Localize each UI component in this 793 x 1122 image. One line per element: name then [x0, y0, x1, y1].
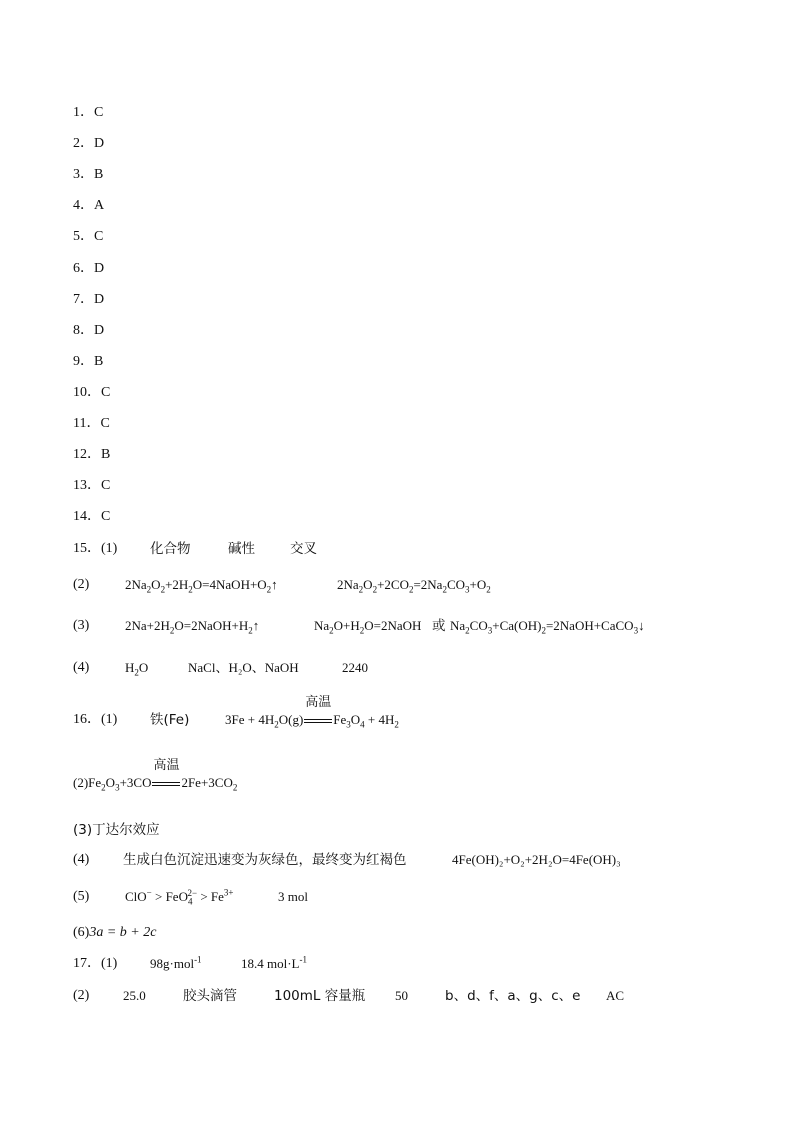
q17-p2-answer-5: b、d、f、a、g、c、e — [445, 988, 581, 1004]
q15-p1-answer-1: 化合物 — [150, 541, 191, 557]
question-number: 4． — [73, 198, 94, 213]
answer-line — [73, 135, 104, 153]
question-number: 5． — [73, 229, 94, 244]
answer-line — [73, 384, 110, 402]
question-number: 11． — [73, 416, 101, 431]
question-number: 10． — [73, 385, 101, 400]
q16-p1-equation: $3Fe + 4H_2O(g)$ 高温 $Fe_3O_4 + 4H_2$ — [225, 695, 399, 730]
answer-line — [73, 228, 103, 246]
answer-choice: A — [94, 198, 105, 213]
answer-line — [73, 446, 110, 464]
answer-line — [73, 260, 104, 278]
q16-p4-answer-1: 生成白色沉淀迅速变为灰绿色，最终变为红褐色 — [123, 852, 407, 868]
question-number: 6． — [73, 261, 94, 276]
answer-choice: D — [94, 323, 105, 338]
reaction-condition-2: 高温 — [151, 774, 181, 792]
answer-line — [73, 353, 103, 371]
answer-line — [73, 197, 104, 215]
q16-p4-label: (4) — [73, 852, 90, 867]
q17-p2-label: (2) — [73, 988, 90, 1003]
question-number: 12． — [73, 447, 101, 462]
question-number: 1． — [73, 105, 94, 120]
q16-p4-equation: 4Fe(OH)₂+O₂+2H₂O=4Fe(OH)₃ — [452, 852, 621, 867]
q17-p2-answer-3: 100mL 容量瓶 — [274, 988, 366, 1004]
question-number: 3． — [73, 167, 94, 182]
q15-p4-answer-3: 2240 — [342, 660, 368, 675]
q16-part6 — [73, 924, 156, 942]
q15-p3-equation-2: $Na_2O+H_2O=2NaOH$ — [314, 618, 422, 636]
question-number: 13． — [73, 478, 101, 493]
reaction-condition: 高温 — [303, 711, 333, 729]
q15-p3-equation-3: $Na_2CO_3+Ca(OH)_2=2NaOH+CaCO_3↓$ — [450, 618, 645, 636]
q16-label: 16．(1) — [73, 712, 118, 727]
q15-p3-equation-1: $2Na+2H_2O=2NaOH+H_2↑$ — [125, 618, 260, 636]
answer-line — [73, 291, 104, 309]
q15-label: 15．(1) — [73, 541, 118, 556]
q15-p2-equation-2: $2Na_2O_2+2CO_2=2Na_2CO_3+O_2$ — [337, 577, 491, 595]
q16-part3: (3)丁达尔效应 — [73, 822, 160, 838]
answer-choice: C — [94, 105, 104, 120]
q17-p2-answer-2: 胶头滴管 — [183, 988, 237, 1004]
answer-choice: B — [94, 167, 104, 182]
answer-choice: D — [94, 261, 105, 276]
answer-line — [73, 322, 104, 340]
q16-p5-order: $ClO^- > FeO_4^{2-} > Fe^{3+}$ — [125, 887, 234, 907]
q16-p6-expression: 3a = b + 2c — [89, 925, 157, 940]
question-number: 2． — [73, 136, 94, 151]
q15-p3-label: (3) — [73, 618, 90, 633]
q17-p1-concentration: 18.4 $mol\cdot L^{-1}$ — [241, 954, 307, 971]
q15-p4-label: (4) — [73, 660, 90, 675]
q17-p1-molar-mass: 98g·mol$^{-1}$ — [150, 954, 202, 971]
answer-choice: B — [94, 354, 104, 369]
q17-p2-answer-6: AC — [606, 988, 625, 1003]
answer-choice: C — [101, 478, 111, 493]
q17-p2-answer-1: 25.0 — [123, 988, 146, 1003]
answer-line — [73, 415, 110, 433]
q15-p2-label: (2) — [73, 577, 90, 592]
q16-p2-equation: $(2)Fe_2O_3+3CO$ 高温 $2Fe+3CO_2$ — [73, 758, 238, 793]
answer-choice: D — [94, 136, 105, 151]
q16-p5-answer-2: 3 mol — [278, 889, 308, 904]
answer-choice: B — [101, 447, 111, 462]
q16-p5-label: (5) — [73, 889, 90, 904]
q15-p3-or: 或 — [432, 618, 446, 634]
question-number: 8． — [73, 323, 94, 338]
answer-choice: D — [94, 292, 105, 307]
answer-line — [73, 166, 103, 184]
answer-line — [73, 477, 110, 495]
answer-choice: C — [94, 229, 104, 244]
answer-line — [73, 508, 110, 526]
question-number: 9． — [73, 354, 94, 369]
q17-p2-answer-4: 50 — [395, 988, 408, 1003]
q16-p6-label: (6) — [73, 925, 90, 940]
question-number: 7． — [73, 292, 94, 307]
answer-choice: C — [101, 385, 111, 400]
q17-label: 17．(1) — [73, 956, 118, 971]
q15-p1-answer-2: 碱性 — [228, 541, 255, 557]
answer-line — [73, 104, 103, 122]
q15-p1-answer-3: 交叉 — [290, 541, 317, 557]
answer-choice: C — [100, 416, 110, 431]
q16-p1-answer-1: 铁(Fe) — [150, 712, 190, 728]
q15-p4-formula: $H_2O$ — [125, 660, 149, 678]
q15-p4-answer-2: NaCl、H₂O、NaOH — [188, 660, 299, 675]
question-number: 14． — [73, 509, 101, 524]
q15-p2-equation-1: $2Na_2O_2+2H_2O=4NaOH+O_2↑$ — [125, 577, 278, 595]
answer-choice: C — [101, 509, 111, 524]
